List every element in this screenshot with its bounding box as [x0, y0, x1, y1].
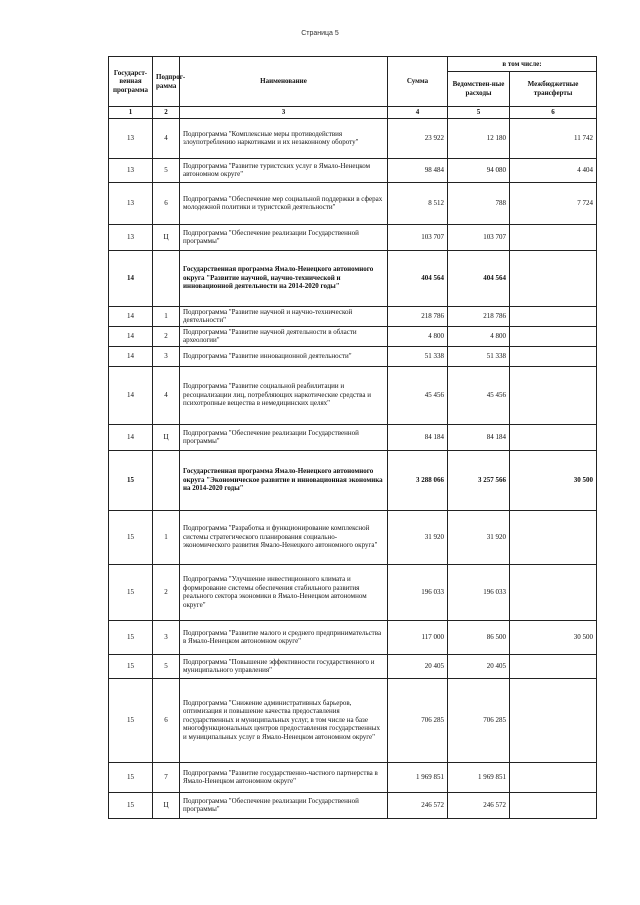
program-row: [109, 250, 597, 306]
column-index-row: [109, 107, 597, 119]
gp-cell: 13: [109, 182, 153, 224]
dept-cell: 45 456: [448, 366, 510, 424]
name-cell: Подпрограмма "Обеспечение реализации Государственной программы": [180, 792, 388, 818]
gp-cell: 14: [109, 326, 153, 346]
subprogram-row: [109, 792, 597, 818]
dept-cell: 4 800: [448, 326, 510, 346]
name-cell: Подпрограмма "Развитие туристских услуг в Ямало-Ненецком автономном округе": [180, 158, 388, 182]
sum-cell: 1 969 851: [388, 762, 448, 792]
gp-cell: 14: [109, 424, 153, 450]
dept-cell: 404 564: [448, 250, 510, 306]
name-cell: Подпрограмма "Развитие научной деятельности в области археологии": [180, 326, 388, 346]
name-cell: Подпрограмма "Повышение эффективности государственного и муниципального управления": [180, 654, 388, 678]
header-pp: Подпрог-рамма: [153, 57, 180, 107]
dept-cell: 103 707: [448, 224, 510, 250]
pp-cell: Ц: [153, 792, 180, 818]
name-cell: Подпрограмма "Обеспечение мер социальной поддержки в сферах молодежной политики и туристской деятельности": [180, 182, 388, 224]
sum-cell: 23 922: [388, 118, 448, 158]
sum-cell: 8 512: [388, 182, 448, 224]
gp-cell: 15: [109, 620, 153, 654]
header-transfers: Межбюджетные трансферты: [510, 72, 597, 107]
transfers-cell: 7 724: [510, 182, 597, 224]
dept-cell: 788: [448, 182, 510, 224]
name-cell: Подпрограмма "Развитие научной и научно-технической деятельности": [180, 306, 388, 326]
gp-cell: 15: [109, 792, 153, 818]
header-row: [109, 57, 597, 72]
header-gp: Государст-венная программа: [109, 57, 153, 107]
gp-cell: 14: [109, 250, 153, 306]
transfers-cell: 11 742: [510, 118, 597, 158]
pp-cell: 3: [153, 346, 180, 366]
subprogram-row: [109, 654, 597, 678]
sum-cell: 404 564: [388, 250, 448, 306]
sum-cell: 4 800: [388, 326, 448, 346]
header-incl: в том числе:: [448, 57, 597, 72]
sum-cell: 84 184: [388, 424, 448, 450]
subprogram-row: [109, 158, 597, 182]
header-sum: Сумма: [388, 57, 448, 107]
subprogram-row: [109, 366, 597, 424]
gp-cell: 15: [109, 564, 153, 620]
pp-cell: 5: [153, 158, 180, 182]
pp-cell: 1: [153, 510, 180, 564]
transfers-cell: 30 500: [510, 620, 597, 654]
dept-cell: 706 285: [448, 678, 510, 762]
program-row: [109, 450, 597, 510]
transfers-cell: [510, 678, 597, 762]
name-cell: Подпрограмма "Улучшение инвестиционного климата и формирование системы обеспечения стабильного развития реального сектора экономики в Ямало-Ненецком автономном округе": [180, 564, 388, 620]
transfers-cell: 30 500: [510, 450, 597, 510]
dept-cell: 218 786: [448, 306, 510, 326]
name-cell: Подпрограмма "Развитие социальной реабилитации и ресоциализации лиц, потребляющих наркотические средства и психотропные вещества в немедицинских целях": [180, 366, 388, 424]
gp-cell: 15: [109, 510, 153, 564]
subprogram-row: [109, 326, 597, 346]
sum-cell: 103 707: [388, 224, 448, 250]
dept-cell: 196 033: [448, 564, 510, 620]
sum-cell: 31 920: [388, 510, 448, 564]
name-cell: Подпрограмма "Обеспечение реализации Государственной программы": [180, 224, 388, 250]
transfers-cell: [510, 510, 597, 564]
dept-cell: 94 080: [448, 158, 510, 182]
col-index: 3: [180, 107, 388, 119]
gp-cell: 15: [109, 678, 153, 762]
header-name: Наименование: [180, 57, 388, 107]
pp-cell: 6: [153, 678, 180, 762]
name-cell: Государственная программа Ямало-Ненецкого автономного округа "Экономическое развитие и инновационная экономика на 2014-2020 годы": [180, 450, 388, 510]
transfers-cell: [510, 564, 597, 620]
pp-cell: 3: [153, 620, 180, 654]
name-cell: Подпрограмма "Развитие инновационной деятельности": [180, 346, 388, 366]
gp-cell: 15: [109, 762, 153, 792]
subprogram-row: [109, 346, 597, 366]
sum-cell: 196 033: [388, 564, 448, 620]
page-number: Страница 5: [301, 30, 339, 37]
transfers-cell: [510, 424, 597, 450]
subprogram-row: [109, 224, 597, 250]
col-index: 4: [388, 107, 448, 119]
gp-cell: 14: [109, 346, 153, 366]
pp-cell: 5: [153, 654, 180, 678]
name-cell: Подпрограмма "Снижение административных барьеров, оптимизация и повышение качества предоставления государственных и муниципальных услуг, в том числе на базе многофункциональных центров предоставления государственных и муниципальных услуг в Ямало-Ненецком автономном округе": [180, 678, 388, 762]
name-cell: Подпрограмма "Комплексные меры противодействия злоупотреблению наркотиками и их незаконному обороту": [180, 118, 388, 158]
dept-cell: 3 257 566: [448, 450, 510, 510]
subprogram-row: [109, 424, 597, 450]
pp-cell: [153, 450, 180, 510]
dept-cell: 20 405: [448, 654, 510, 678]
subprogram-row: [109, 620, 597, 654]
subprogram-row: [109, 564, 597, 620]
sum-cell: 218 786: [388, 306, 448, 326]
transfers-cell: [510, 326, 597, 346]
name-cell: Подпрограмма "Обеспечение реализации Государственной программы": [180, 424, 388, 450]
dept-cell: 1 969 851: [448, 762, 510, 792]
col-index: 5: [448, 107, 510, 119]
sum-cell: 98 484: [388, 158, 448, 182]
dept-cell: 86 500: [448, 620, 510, 654]
dept-cell: 31 920: [448, 510, 510, 564]
dept-cell: 84 184: [448, 424, 510, 450]
gp-cell: 13: [109, 118, 153, 158]
gp-cell: 15: [109, 450, 153, 510]
subprogram-row: [109, 678, 597, 762]
transfers-cell: [510, 250, 597, 306]
col-index: 1: [109, 107, 153, 119]
name-cell: Подпрограмма "Развитие государственно-частного партнерства в Ямало-Ненецком автономном округе": [180, 762, 388, 792]
gp-cell: 15: [109, 654, 153, 678]
name-cell: Подпрограмма "Разработка и функционирование комплексной системы стратегического планирования социально-экономического развития Ямало-Ненецкого автономного округа": [180, 510, 388, 564]
dept-cell: 51 338: [448, 346, 510, 366]
pp-cell: 7: [153, 762, 180, 792]
pp-cell: Ц: [153, 224, 180, 250]
transfers-cell: [510, 792, 597, 818]
pp-cell: 1: [153, 306, 180, 326]
transfers-cell: 4 404: [510, 158, 597, 182]
subprogram-row: [109, 510, 597, 564]
name-cell: Подпрограмма "Развитие малого и среднего предпринимательства в Ямало-Ненецком автономном округе": [180, 620, 388, 654]
pp-cell: Ц: [153, 424, 180, 450]
transfers-cell: [510, 306, 597, 326]
header-dept: Ведомствен-ные расходы: [448, 72, 510, 107]
transfers-cell: [510, 346, 597, 366]
transfers-cell: [510, 366, 597, 424]
col-index: 2: [153, 107, 180, 119]
budget-table: [108, 56, 597, 819]
sum-cell: 246 572: [388, 792, 448, 818]
sum-cell: 706 285: [388, 678, 448, 762]
gp-cell: 14: [109, 366, 153, 424]
transfers-cell: [510, 762, 597, 792]
pp-cell: 6: [153, 182, 180, 224]
subprogram-row: [109, 182, 597, 224]
pp-cell: 4: [153, 118, 180, 158]
transfers-cell: [510, 654, 597, 678]
col-index: 6: [510, 107, 597, 119]
sum-cell: 3 288 066: [388, 450, 448, 510]
pp-cell: 2: [153, 564, 180, 620]
pp-cell: 4: [153, 366, 180, 424]
pp-cell: [153, 250, 180, 306]
dept-cell: 12 180: [448, 118, 510, 158]
name-cell: Государственная программа Ямало-Ненецкого автономного округа "Развитие научной, научно-технической и инновационной деятельности на 2014-2020 годы": [180, 250, 388, 306]
dept-cell: 246 572: [448, 792, 510, 818]
subprogram-row: [109, 762, 597, 792]
sum-cell: 51 338: [388, 346, 448, 366]
gp-cell: 14: [109, 306, 153, 326]
sum-cell: 20 405: [388, 654, 448, 678]
subprogram-row: [109, 118, 597, 158]
sum-cell: 117 000: [388, 620, 448, 654]
sum-cell: 45 456: [388, 366, 448, 424]
gp-cell: 13: [109, 224, 153, 250]
gp-cell: 13: [109, 158, 153, 182]
transfers-cell: [510, 224, 597, 250]
pp-cell: 2: [153, 326, 180, 346]
subprogram-row: [109, 306, 597, 326]
